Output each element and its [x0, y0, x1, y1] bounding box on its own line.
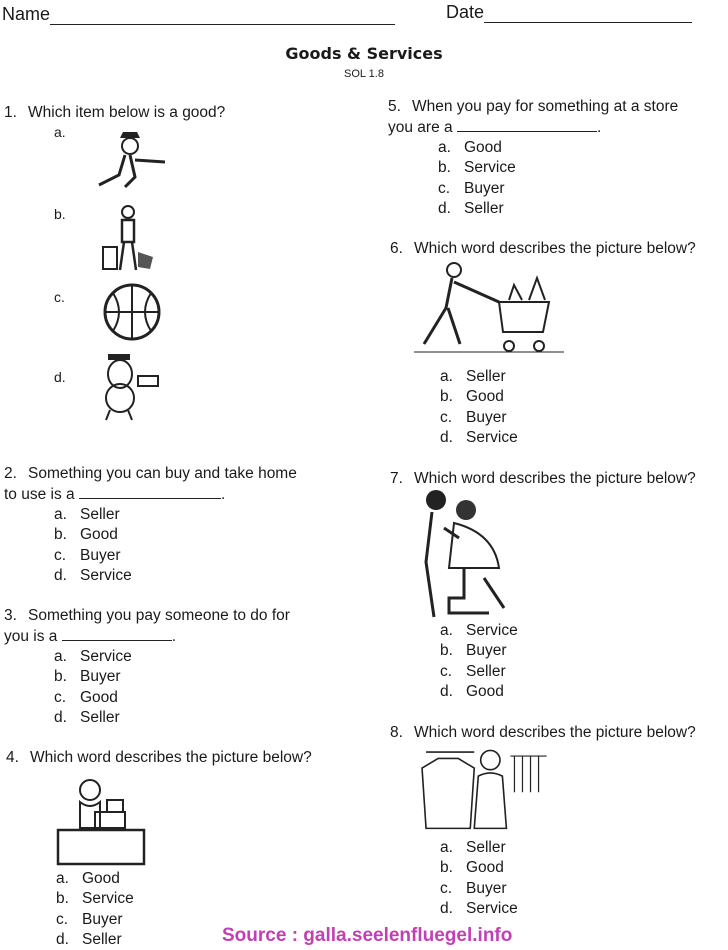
option-text: Good [466, 388, 504, 406]
option-text: Buyer [466, 642, 507, 660]
option-c[interactable] [440, 662, 518, 682]
answer-blank[interactable] [457, 117, 597, 132]
question-stem: When you pay for something at a store [412, 98, 679, 115]
option-text: Good [466, 859, 504, 877]
question-number: 7. [390, 470, 403, 487]
question-4-options [6, 869, 134, 950]
question-number: 8. [390, 724, 403, 741]
option-text: Good [82, 870, 120, 887]
option-letter: b. [56, 890, 69, 908]
option-d[interactable] [438, 199, 678, 219]
option-text: Good [80, 688, 118, 706]
option-text: Service [466, 428, 518, 446]
option-letter: a. [440, 368, 453, 385]
question-7 [390, 468, 696, 489]
option-letter: a. [54, 506, 67, 523]
option-letter: d. [54, 566, 67, 584]
option-letter: d. [56, 930, 69, 948]
question-5: 5. When you pay for something at a store you are a . a. Good b. Service c. Buyer d. Seller [388, 96, 678, 219]
option-text: Good [80, 526, 118, 544]
option-text: Seller [466, 839, 506, 856]
option-text: Seller [466, 368, 506, 385]
question-stem: Which word describes the picture below? [414, 724, 696, 741]
name-label: Name [2, 4, 51, 24]
option-d[interactable] [54, 566, 297, 586]
option-c[interactable] [440, 408, 518, 428]
cashier-image [55, 772, 147, 867]
option-label: d. [54, 369, 66, 385]
option-letter: c. [440, 408, 453, 426]
question-1 [4, 102, 225, 123]
option-a[interactable] [438, 138, 678, 158]
option-c[interactable] [438, 179, 678, 199]
option-text: Service [466, 622, 518, 639]
option-b[interactable] [54, 525, 297, 545]
question-8 [390, 722, 696, 743]
option-text: Service [80, 566, 132, 584]
option-a[interactable] [56, 869, 134, 889]
option-b[interactable] [440, 641, 518, 661]
hairdresser-image [414, 488, 514, 618]
option-letter: b. [54, 668, 67, 686]
option-text: Seller [80, 708, 120, 726]
name-line[interactable] [50, 6, 395, 25]
option-d[interactable] [440, 682, 518, 702]
option-text: Seller [80, 506, 120, 523]
option-b[interactable] [440, 387, 518, 407]
option-letter: b. [440, 642, 453, 660]
trash-collector-image [98, 202, 160, 274]
option-b[interactable] [56, 889, 134, 909]
question-2: 2. Something you can buy and take home to use is a . a. Seller b. Good c. Buyer d. Service [4, 463, 297, 586]
answer-blank[interactable] [79, 484, 221, 499]
question-stem: Something you can buy and take home [28, 465, 297, 482]
mail-carrier-image [98, 346, 166, 422]
question-4 [6, 747, 312, 768]
question-stem: you are a [388, 119, 453, 136]
question-7-options [390, 621, 518, 702]
date-label: Date [446, 2, 485, 22]
worksheet-subtitle: SOL 1.8 [344, 68, 384, 80]
option-text: Seller [464, 199, 504, 217]
option-b[interactable] [438, 158, 678, 178]
option-letter: d. [440, 682, 453, 700]
option-d[interactable] [440, 428, 518, 448]
shopper-with-cart-image [414, 260, 564, 356]
question-number: 2. [4, 465, 17, 482]
option-d[interactable] [54, 708, 290, 728]
question-stem: Which item below is a good? [28, 104, 226, 121]
option-text: Seller [466, 662, 506, 680]
option-letter: c. [440, 879, 453, 897]
question-stem: to use is a [4, 486, 75, 503]
option-letter: c. [440, 662, 453, 680]
option-text: Buyer [464, 179, 505, 197]
option-text: Buyer [466, 879, 507, 897]
option-text: Service [82, 890, 134, 908]
option-text: Good [464, 139, 502, 156]
option-d[interactable] [56, 930, 134, 950]
option-text: Service [464, 159, 516, 177]
option-label: c. [54, 289, 65, 305]
option-letter: a. [438, 139, 451, 156]
question-stem: you is a [4, 628, 58, 645]
option-c[interactable] [440, 879, 518, 899]
question-3: 3. Something you pay someone to do for you is a . a. Service b. Buyer c. Good d. Seller [4, 605, 290, 728]
date-field[interactable] [446, 2, 692, 23]
option-label: b. [54, 206, 66, 222]
option-d[interactable] [440, 899, 518, 919]
option-text: Buyer [80, 668, 121, 686]
option-a[interactable] [54, 647, 290, 667]
option-letter: a. [440, 622, 453, 639]
question-number: 1. [4, 104, 17, 121]
name-field[interactable] [2, 4, 395, 25]
option-a[interactable] [440, 367, 518, 387]
question-stem: Something you pay someone to do for [28, 607, 290, 624]
clothing-store-clerk-image [414, 744, 579, 834]
option-letter: d. [440, 899, 453, 917]
option-c[interactable] [54, 546, 297, 566]
option-label: a. [54, 124, 66, 140]
option-c[interactable] [56, 910, 134, 930]
option-letter: a. [54, 648, 67, 665]
option-letter: b. [440, 388, 453, 406]
option-text: Service [466, 899, 518, 917]
question-stem: Which word describes the picture below? [30, 749, 312, 766]
option-letter: d. [54, 708, 67, 726]
option-letter: d. [438, 199, 451, 217]
question-number: 4. [6, 749, 19, 766]
question-stem: Which word describes the picture below? [414, 470, 696, 487]
option-text: Buyer [80, 546, 121, 564]
option-letter: c. [438, 179, 451, 197]
worksheet-title: Goods & Services [285, 44, 443, 63]
option-letter: a. [440, 839, 453, 856]
option-a[interactable] [440, 838, 518, 858]
option-a[interactable] [54, 505, 297, 525]
option-b[interactable] [440, 858, 518, 878]
option-letter: c. [54, 546, 67, 564]
question-6 [390, 238, 696, 259]
option-letter: b. [440, 859, 453, 877]
option-text: Service [80, 648, 132, 665]
option-letter: c. [56, 910, 69, 928]
option-letter: c. [54, 688, 67, 706]
option-text: Buyer [82, 910, 123, 928]
option-letter: d. [440, 428, 453, 446]
option-text: Good [466, 682, 504, 700]
firefighter-image [95, 128, 170, 190]
answer-blank[interactable] [62, 626, 172, 641]
option-letter: b. [54, 526, 67, 544]
question-number: 5. [388, 98, 401, 115]
option-letter: a. [56, 870, 69, 887]
question-number: 3. [4, 607, 17, 624]
question-8-options [390, 838, 518, 919]
date-line[interactable] [484, 4, 692, 23]
source-watermark: Source : galla.seelenfluegel.info [222, 925, 513, 946]
question-number: 6. [390, 240, 403, 257]
basketball-image [101, 283, 163, 341]
option-text: Buyer [466, 408, 507, 426]
option-text: Seller [82, 930, 122, 948]
question-6-options [390, 367, 518, 448]
option-a[interactable] [440, 621, 518, 641]
option-c[interactable] [54, 688, 290, 708]
option-letter: b. [438, 159, 451, 177]
question-stem: Which word describes the picture below? [414, 240, 696, 257]
option-b[interactable] [54, 667, 290, 687]
